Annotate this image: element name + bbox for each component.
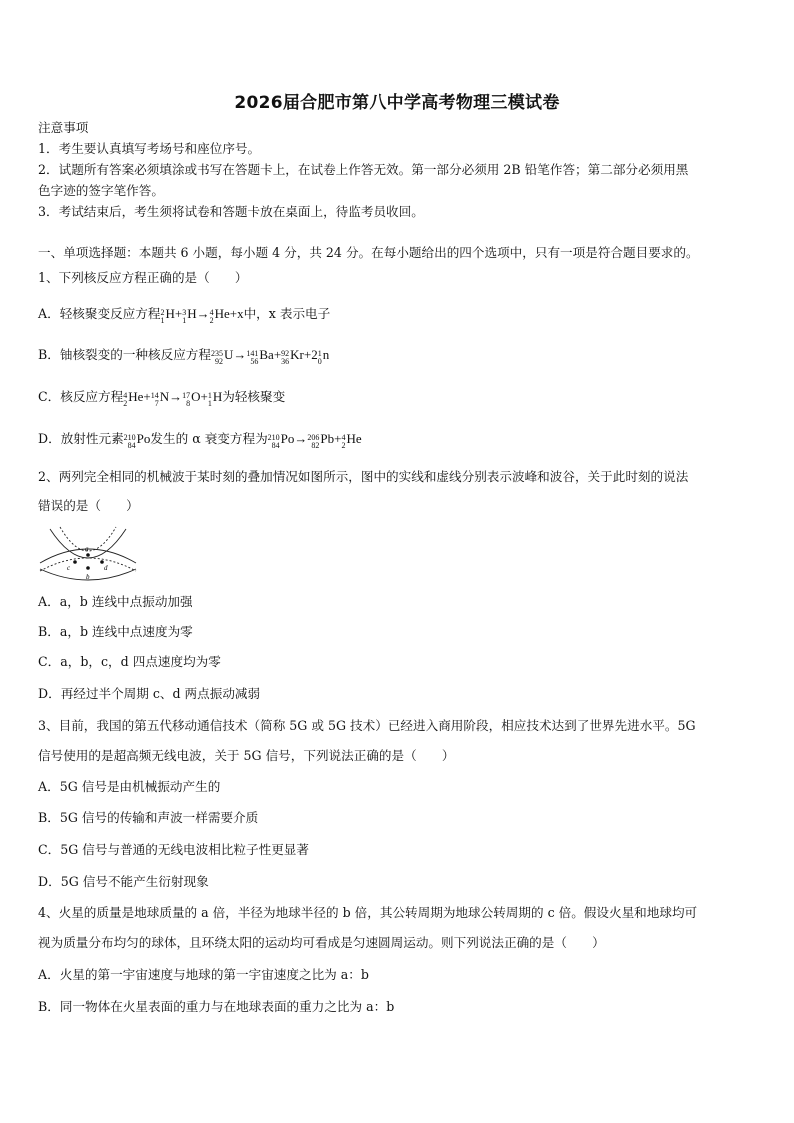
q1-d-formula-1: 210 84 Po	[123, 431, 151, 450]
q1-a-prefix: A．轻核聚变反应方程	[38, 306, 161, 321]
q2-option-d: D．再经过半个周期 c、d 两点振动减弱	[38, 686, 261, 701]
label-b: b	[86, 573, 90, 581]
q1-b-prefix: B．铀核裂变的一种核反应方程	[38, 347, 211, 362]
q2-stem-a: 2、两列完全相同的机械波于某时刻的叠加情况如图所示，图中的实线和虚线分别表示波峰和波谷，关于此时刻的说法	[38, 469, 689, 484]
q1-option-c	[38, 387, 758, 408]
q3-option-d: D．5G 信号不能产生衍射现象	[38, 874, 209, 889]
q1-b-formula: 235 92 U→ 141 56 Ba+ 92 36 Kr+2 1 0 n	[210, 347, 330, 366]
q1-option-b	[38, 345, 758, 366]
notice-item-1: 1．考生要认真填写考场号和座位序号。	[38, 141, 261, 156]
point-b	[86, 566, 90, 570]
q3-stem-b: 信号使用的是超高频无线电波，关于 5G 信号，下列说法正确的是（ ）	[38, 748, 455, 763]
q2-option-b: B．a，b 连线中点速度为零	[38, 624, 193, 639]
notice-heading: 注意事项	[38, 120, 89, 135]
q3-stem-a: 3、目前，我国的第五代移动通信技术（简称 5G 或 5G 技术）已经进入商用阶段，相应技术达到了世界先进水平。5G	[38, 718, 696, 733]
wave-interference-figure	[38, 525, 138, 583]
q4-option-b: B．同一物体在火星表面的重力与在地球表面的重力之比为 a：b	[38, 999, 395, 1014]
q1-option-d	[38, 429, 758, 450]
page-title: 2026届合肥市第八中学高考物理三模试卷	[234, 93, 560, 113]
q1-d-prefix: D．放射性元素	[38, 431, 124, 446]
q3-option-b: B．5G 信号的传输和声波一样需要介质	[38, 810, 259, 825]
q1-option-a	[38, 304, 758, 325]
q4-stem-a: 4、火星的质量是地球质量的 a 倍，半径为地球半径的 b 倍，其公转周期为地球公转周期的 c 倍。假设火星和地球均可	[38, 905, 698, 920]
q1-c-prefix: C．核反应方程	[38, 389, 124, 404]
q1-stem: 1、下列核反应方程正确的是（ ）	[38, 270, 248, 285]
q4-stem-b: 视为质量分布均匀的球体，且环绕太阳的运动均可看成是匀速圆周运动。则下列说法正确的是（ ）	[38, 935, 605, 950]
notice-item-3: 3．考试结束后，考生须将试卷和答题卡放在桌面上，待监考员收回。	[38, 204, 424, 219]
q2-option-a: A．a，b 连线中点振动加强	[38, 594, 193, 609]
label-c: c	[67, 564, 71, 572]
q2-option-c: C．a，b，c，d 四点速度均为零	[38, 654, 221, 669]
q3-option-c: C．5G 信号与普通的无线电波相比粒子性更显著	[38, 842, 309, 857]
q1-a-suffix: 中，x 表示电子	[243, 306, 331, 321]
label-a: a	[85, 545, 89, 553]
notice-item-2a: 2．试题所有答案必须填涂或书写在答题卡上，在试卷上作答无效。第一部分必须用 2B 铅笔作答；第二部分必须用黑	[38, 162, 689, 177]
q3-option-a: A．5G 信号是由机械振动产生的	[38, 779, 221, 794]
point-a	[86, 553, 90, 557]
notice-item-2b: 色字迹的签字笔作答。	[38, 183, 164, 198]
q1-a-formula: 2 1 H+ 3 1 H→ 4 2 He+x	[160, 306, 244, 325]
section-heading: 一、单项选择题：本题共 6 小题，每小题 4 分，共 24 分。在每小题给出的四个选项中，只有一项是符合题目要求的。	[38, 245, 699, 260]
q1-c-suffix: 为轻核聚变	[222, 389, 286, 404]
q1-d-formula-2: 210 84 Po→ 206 82 Pb+ 4 2 He	[267, 431, 362, 450]
q1-d-mid: 发生的 α 衰变方程为	[150, 431, 268, 446]
q4-option-a: A．火星的第一宇宙速度与地球的第一宇宙速度之比为 a：b	[38, 967, 369, 982]
q2-stem-b: 错误的是（ ）	[38, 498, 139, 513]
point-c	[73, 560, 77, 564]
label-d: d	[104, 564, 108, 572]
q1-c-formula: 4 2 He+ 14 7 N→ 17 8 O+ 1 1 H	[123, 389, 223, 408]
